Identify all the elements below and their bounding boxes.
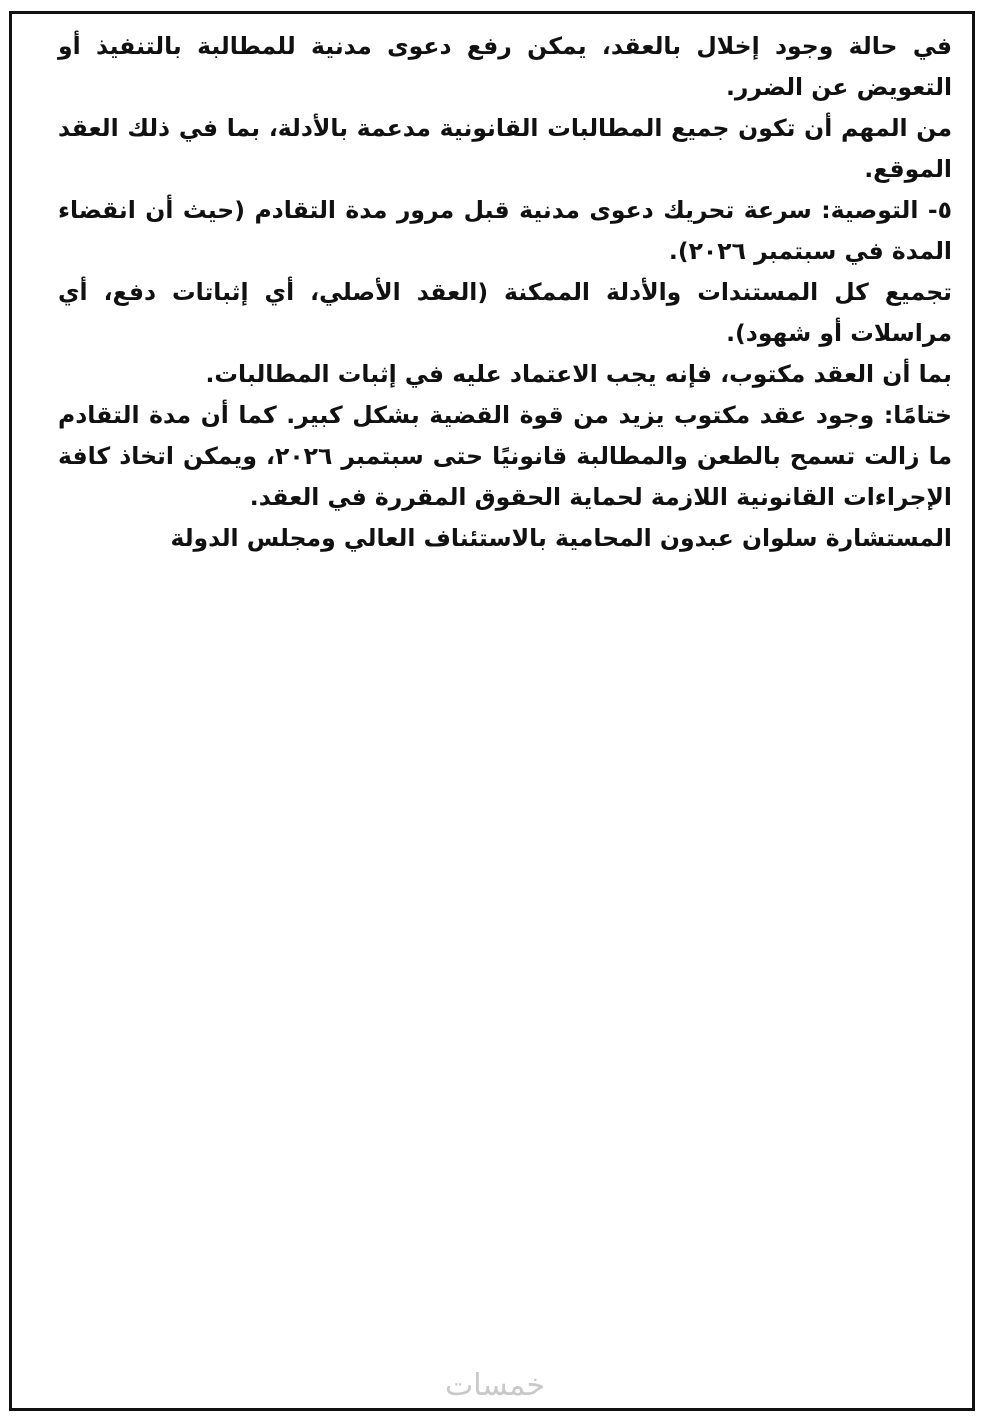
document-body (58, 26, 952, 559)
signature-line: المستشارة سلوان عبدون المحامية بالاستئناف العالي ومجلس الدولة (170, 524, 952, 552)
paragraph-recommendation: ٥- التوصية: سرعة تحريك دعوى مدنية قبل مرور مدة التقادم (حيث أن انقضاء المدة في سبتمبر ٢٠٢٦). (58, 196, 952, 265)
paragraph-conclusion: ختامًا: وجود عقد مكتوب يزيد من قوة القضية بشكل كبير. كما أن مدة التقادم ما زالت تسمح بالطعن والمطالبة قانونيًا حتى سبتمبر ٢٠٢٦، ويمكن اتخاذ كافة الإجراءات القانونية اللازمة لحماية الحقوق المقررة في العقد. (58, 401, 952, 511)
paragraph-evidence-support: من المهم أن تكون جميع المطالبات القانونية مدعمة بالأدلة، بما في ذلك العقد الموقع. (58, 114, 952, 183)
paragraph-breach-lawsuit: في حالة وجود إخلال بالعقد، يمكن رفع دعوى مدنية للمطالبة بالتنفيذ أو التعويض عن الضرر. (58, 32, 952, 101)
paragraph-collect-documents: تجميع كل المستندات والأدلة الممكنة (العقد الأصلي، أي إثباتات دفع، أي مراسلات أو شهود). (58, 278, 952, 347)
paragraph-written-contract: بما أن العقد مكتوب، فإنه يجب الاعتماد عليه في إثبات المطالبات. (205, 360, 952, 388)
watermark-logo: خمسات (444, 1368, 546, 1403)
